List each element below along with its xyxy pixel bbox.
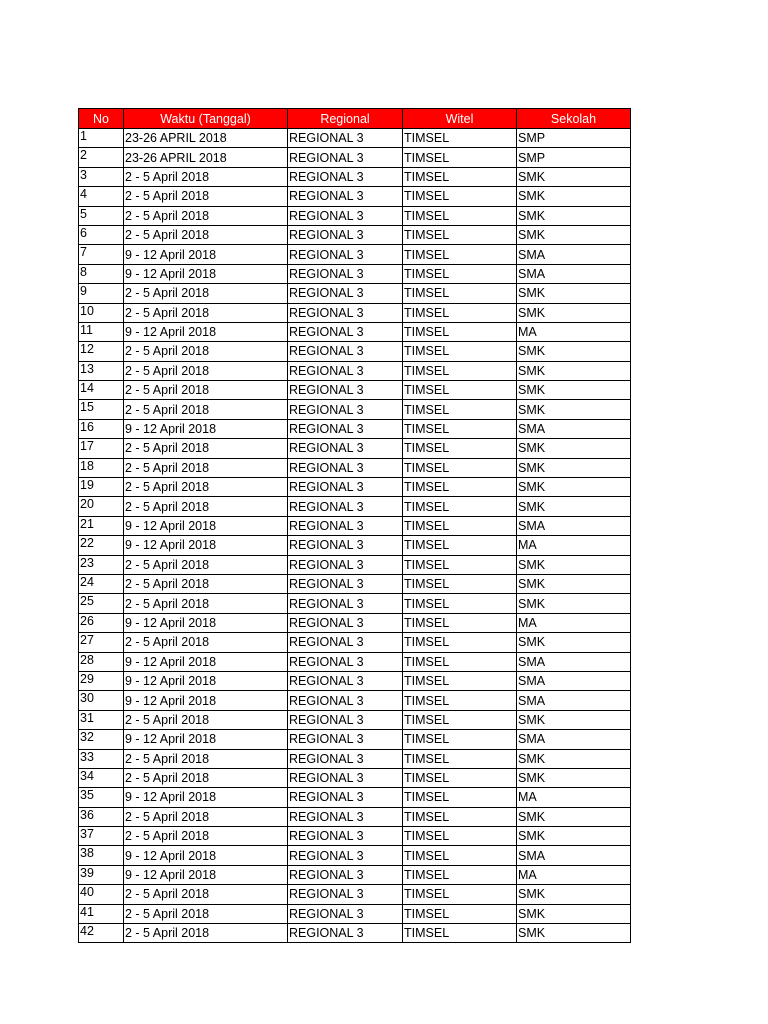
table-row (79, 148, 631, 167)
cell-waktu: 2 - 5 April 2018 (124, 710, 288, 729)
cell-sekolah: SMP (517, 129, 631, 148)
table-row (79, 516, 631, 535)
cell-witel: TIMSEL (403, 788, 517, 807)
cell-witel: TIMSEL (403, 807, 517, 826)
cell-waktu: 9 - 12 April 2018 (124, 419, 288, 438)
cell-waktu: 2 - 5 April 2018 (124, 924, 288, 943)
cell-witel: TIMSEL (403, 284, 517, 303)
cell-witel: TIMSEL (403, 633, 517, 652)
cell-witel: TIMSEL (403, 594, 517, 613)
cell-sekolah: SMK (517, 458, 631, 477)
table-row (79, 225, 631, 244)
table-row (79, 458, 631, 477)
cell-waktu: 9 - 12 April 2018 (124, 730, 288, 749)
cell-regional: REGIONAL 3 (288, 419, 403, 438)
cell-waktu: 23-26 APRIL 2018 (124, 148, 288, 167)
table-row (79, 807, 631, 826)
cell-regional: REGIONAL 3 (288, 768, 403, 787)
cell-no: 25 (79, 594, 124, 613)
cell-sekolah: SMK (517, 381, 631, 400)
cell-regional: REGIONAL 3 (288, 439, 403, 458)
cell-regional: REGIONAL 3 (288, 904, 403, 923)
cell-regional: REGIONAL 3 (288, 846, 403, 865)
cell-waktu: 23-26 APRIL 2018 (124, 129, 288, 148)
cell-no: 12 (79, 342, 124, 361)
cell-witel: TIMSEL (403, 361, 517, 380)
cell-sekolah: MA (517, 865, 631, 884)
cell-regional: REGIONAL 3 (288, 400, 403, 419)
cell-witel: TIMSEL (403, 671, 517, 690)
cell-witel: TIMSEL (403, 730, 517, 749)
cell-no: 34 (79, 768, 124, 787)
cell-regional: REGIONAL 3 (288, 536, 403, 555)
cell-no: 7 (79, 245, 124, 264)
cell-no: 10 (79, 303, 124, 322)
cell-witel: TIMSEL (403, 536, 517, 555)
cell-regional: REGIONAL 3 (288, 691, 403, 710)
cell-no: 40 (79, 885, 124, 904)
cell-no: 9 (79, 284, 124, 303)
cell-no: 26 (79, 613, 124, 632)
header-witel: Witel (403, 109, 517, 129)
table-row (79, 419, 631, 438)
cell-waktu: 2 - 5 April 2018 (124, 807, 288, 826)
cell-sekolah: SMK (517, 904, 631, 923)
table-row (79, 574, 631, 593)
cell-regional: REGIONAL 3 (288, 458, 403, 477)
table-row (79, 187, 631, 206)
cell-regional: REGIONAL 3 (288, 284, 403, 303)
cell-no: 8 (79, 264, 124, 283)
cell-waktu: 9 - 12 April 2018 (124, 245, 288, 264)
table-row (79, 555, 631, 574)
table-row (79, 497, 631, 516)
table-row (79, 788, 631, 807)
cell-regional: REGIONAL 3 (288, 749, 403, 768)
table-body (79, 129, 631, 943)
cell-witel: TIMSEL (403, 322, 517, 341)
cell-no: 19 (79, 478, 124, 497)
cell-no: 30 (79, 691, 124, 710)
cell-sekolah: SMK (517, 167, 631, 186)
cell-sekolah: SMK (517, 768, 631, 787)
cell-waktu: 2 - 5 April 2018 (124, 633, 288, 652)
cell-sekolah: SMK (517, 574, 631, 593)
cell-waktu: 2 - 5 April 2018 (124, 904, 288, 923)
cell-regional: REGIONAL 3 (288, 885, 403, 904)
cell-sekolah: SMK (517, 555, 631, 574)
cell-witel: TIMSEL (403, 439, 517, 458)
cell-witel: TIMSEL (403, 148, 517, 167)
cell-witel: TIMSEL (403, 400, 517, 419)
cell-witel: TIMSEL (403, 924, 517, 943)
table-row (79, 303, 631, 322)
table-row (79, 594, 631, 613)
cell-regional: REGIONAL 3 (288, 827, 403, 846)
cell-waktu: 2 - 5 April 2018 (124, 574, 288, 593)
cell-no: 21 (79, 516, 124, 535)
table-row (79, 245, 631, 264)
cell-waktu: 2 - 5 April 2018 (124, 225, 288, 244)
table-row (79, 768, 631, 787)
cell-no: 13 (79, 361, 124, 380)
cell-witel: TIMSEL (403, 497, 517, 516)
cell-waktu: 2 - 5 April 2018 (124, 555, 288, 574)
table-row (79, 710, 631, 729)
cell-no: 5 (79, 206, 124, 225)
table-row (79, 361, 631, 380)
table-row (79, 691, 631, 710)
cell-regional: REGIONAL 3 (288, 361, 403, 380)
cell-sekolah: SMK (517, 710, 631, 729)
cell-no: 2 (79, 148, 124, 167)
cell-regional: REGIONAL 3 (288, 322, 403, 341)
table-row (79, 865, 631, 884)
cell-witel: TIMSEL (403, 245, 517, 264)
cell-waktu: 2 - 5 April 2018 (124, 749, 288, 768)
cell-witel: TIMSEL (403, 478, 517, 497)
cell-regional: REGIONAL 3 (288, 555, 403, 574)
cell-sekolah: SMA (517, 264, 631, 283)
cell-no: 1 (79, 129, 124, 148)
cell-witel: TIMSEL (403, 381, 517, 400)
cell-witel: TIMSEL (403, 303, 517, 322)
cell-sekolah: SMA (517, 245, 631, 264)
cell-waktu: 2 - 5 April 2018 (124, 167, 288, 186)
cell-regional: REGIONAL 3 (288, 264, 403, 283)
cell-waktu: 2 - 5 April 2018 (124, 206, 288, 225)
cell-sekolah: SMK (517, 594, 631, 613)
cell-regional: REGIONAL 3 (288, 516, 403, 535)
cell-waktu: 9 - 12 April 2018 (124, 322, 288, 341)
cell-no: 36 (79, 807, 124, 826)
cell-waktu: 2 - 5 April 2018 (124, 342, 288, 361)
cell-witel: TIMSEL (403, 846, 517, 865)
cell-no: 11 (79, 322, 124, 341)
table-row (79, 129, 631, 148)
cell-no: 18 (79, 458, 124, 477)
cell-sekolah: MA (517, 613, 631, 632)
cell-regional: REGIONAL 3 (288, 594, 403, 613)
cell-waktu: 9 - 12 April 2018 (124, 264, 288, 283)
cell-regional: REGIONAL 3 (288, 381, 403, 400)
cell-sekolah: SMK (517, 633, 631, 652)
cell-witel: TIMSEL (403, 613, 517, 632)
cell-regional: REGIONAL 3 (288, 187, 403, 206)
table-row (79, 613, 631, 632)
cell-sekolah: SMK (517, 885, 631, 904)
table-row (79, 381, 631, 400)
cell-sekolah: SMK (517, 284, 631, 303)
table-row (79, 342, 631, 361)
header-row (79, 109, 631, 129)
cell-sekolah: SMA (517, 846, 631, 865)
cell-witel: TIMSEL (403, 167, 517, 186)
cell-witel: TIMSEL (403, 768, 517, 787)
table-row (79, 400, 631, 419)
cell-sekolah: SMK (517, 439, 631, 458)
cell-no: 41 (79, 904, 124, 923)
cell-regional: REGIONAL 3 (288, 129, 403, 148)
cell-no: 27 (79, 633, 124, 652)
cell-regional: REGIONAL 3 (288, 167, 403, 186)
cell-waktu: 2 - 5 April 2018 (124, 458, 288, 477)
cell-witel: TIMSEL (403, 710, 517, 729)
table-row (79, 924, 631, 943)
cell-waktu: 2 - 5 April 2018 (124, 827, 288, 846)
cell-waktu: 2 - 5 April 2018 (124, 303, 288, 322)
cell-sekolah: SMA (517, 691, 631, 710)
cell-no: 31 (79, 710, 124, 729)
table-row (79, 633, 631, 652)
cell-regional: REGIONAL 3 (288, 497, 403, 516)
table-row (79, 536, 631, 555)
cell-no: 15 (79, 400, 124, 419)
cell-sekolah: SMK (517, 497, 631, 516)
cell-regional: REGIONAL 3 (288, 671, 403, 690)
cell-regional: REGIONAL 3 (288, 710, 403, 729)
cell-sekolah: SMA (517, 516, 631, 535)
cell-sekolah: SMK (517, 807, 631, 826)
cell-no: 29 (79, 671, 124, 690)
table-row (79, 846, 631, 865)
cell-witel: TIMSEL (403, 691, 517, 710)
header-regional: Regional (288, 109, 403, 129)
cell-waktu: 2 - 5 April 2018 (124, 478, 288, 497)
cell-no: 37 (79, 827, 124, 846)
table-row (79, 749, 631, 768)
cell-regional: REGIONAL 3 (288, 303, 403, 322)
school-schedule-table (78, 108, 631, 943)
cell-regional: REGIONAL 3 (288, 652, 403, 671)
cell-witel: TIMSEL (403, 555, 517, 574)
cell-waktu: 9 - 12 April 2018 (124, 846, 288, 865)
cell-no: 23 (79, 555, 124, 574)
cell-no: 14 (79, 381, 124, 400)
cell-no: 32 (79, 730, 124, 749)
cell-regional: REGIONAL 3 (288, 574, 403, 593)
cell-regional: REGIONAL 3 (288, 148, 403, 167)
cell-waktu: 9 - 12 April 2018 (124, 613, 288, 632)
cell-sekolah: SMA (517, 671, 631, 690)
cell-no: 38 (79, 846, 124, 865)
cell-sekolah: SMK (517, 749, 631, 768)
cell-no: 33 (79, 749, 124, 768)
cell-sekolah: SMK (517, 400, 631, 419)
cell-waktu: 9 - 12 April 2018 (124, 652, 288, 671)
cell-waktu: 9 - 12 April 2018 (124, 671, 288, 690)
cell-sekolah: SMK (517, 361, 631, 380)
cell-sekolah: SMK (517, 342, 631, 361)
cell-witel: TIMSEL (403, 264, 517, 283)
cell-sekolah: SMK (517, 924, 631, 943)
cell-regional: REGIONAL 3 (288, 613, 403, 632)
cell-no: 6 (79, 225, 124, 244)
cell-waktu: 2 - 5 April 2018 (124, 381, 288, 400)
table-row (79, 206, 631, 225)
cell-sekolah: SMK (517, 187, 631, 206)
table-row (79, 730, 631, 749)
cell-regional: REGIONAL 3 (288, 225, 403, 244)
cell-witel: TIMSEL (403, 827, 517, 846)
header-sekolah: Sekolah (517, 109, 631, 129)
cell-sekolah: SMA (517, 730, 631, 749)
cell-waktu: 2 - 5 April 2018 (124, 885, 288, 904)
table-row (79, 284, 631, 303)
cell-waktu: 9 - 12 April 2018 (124, 788, 288, 807)
cell-regional: REGIONAL 3 (288, 245, 403, 264)
cell-regional: REGIONAL 3 (288, 633, 403, 652)
cell-regional: REGIONAL 3 (288, 807, 403, 826)
cell-no: 24 (79, 574, 124, 593)
cell-no: 20 (79, 497, 124, 516)
cell-no: 17 (79, 439, 124, 458)
table-row (79, 652, 631, 671)
cell-no: 35 (79, 788, 124, 807)
table-row (79, 264, 631, 283)
table-row (79, 167, 631, 186)
cell-waktu: 9 - 12 April 2018 (124, 691, 288, 710)
table-row (79, 904, 631, 923)
cell-sekolah: SMK (517, 827, 631, 846)
table-row (79, 827, 631, 846)
cell-regional: REGIONAL 3 (288, 730, 403, 749)
cell-no: 28 (79, 652, 124, 671)
cell-witel: TIMSEL (403, 904, 517, 923)
cell-sekolah: SMA (517, 652, 631, 671)
cell-sekolah: SMK (517, 206, 631, 225)
cell-regional: REGIONAL 3 (288, 788, 403, 807)
cell-waktu: 9 - 12 April 2018 (124, 536, 288, 555)
cell-regional: REGIONAL 3 (288, 342, 403, 361)
cell-no: 3 (79, 167, 124, 186)
cell-witel: TIMSEL (403, 516, 517, 535)
cell-witel: TIMSEL (403, 225, 517, 244)
cell-witel: TIMSEL (403, 865, 517, 884)
cell-waktu: 9 - 12 April 2018 (124, 516, 288, 535)
cell-witel: TIMSEL (403, 885, 517, 904)
cell-waktu: 2 - 5 April 2018 (124, 497, 288, 516)
cell-waktu: 2 - 5 April 2018 (124, 361, 288, 380)
table-row (79, 671, 631, 690)
cell-witel: TIMSEL (403, 129, 517, 148)
cell-waktu: 2 - 5 April 2018 (124, 400, 288, 419)
cell-no: 42 (79, 924, 124, 943)
cell-witel: TIMSEL (403, 187, 517, 206)
cell-waktu: 9 - 12 April 2018 (124, 865, 288, 884)
cell-sekolah: MA (517, 322, 631, 341)
cell-sekolah: MA (517, 536, 631, 555)
cell-sekolah: MA (517, 788, 631, 807)
cell-regional: REGIONAL 3 (288, 865, 403, 884)
table-row (79, 885, 631, 904)
header-waktu: Waktu (Tanggal) (124, 109, 288, 129)
cell-no: 16 (79, 419, 124, 438)
cell-waktu: 2 - 5 April 2018 (124, 768, 288, 787)
cell-witel: TIMSEL (403, 749, 517, 768)
cell-waktu: 2 - 5 April 2018 (124, 187, 288, 206)
cell-no: 4 (79, 187, 124, 206)
cell-regional: REGIONAL 3 (288, 478, 403, 497)
table-row (79, 478, 631, 497)
cell-sekolah: SMK (517, 478, 631, 497)
cell-waktu: 2 - 5 April 2018 (124, 594, 288, 613)
cell-waktu: 2 - 5 April 2018 (124, 439, 288, 458)
cell-witel: TIMSEL (403, 574, 517, 593)
cell-witel: TIMSEL (403, 419, 517, 438)
cell-witel: TIMSEL (403, 652, 517, 671)
cell-no: 39 (79, 865, 124, 884)
cell-witel: TIMSEL (403, 342, 517, 361)
cell-sekolah: SMA (517, 419, 631, 438)
cell-sekolah: SMK (517, 225, 631, 244)
table-row (79, 439, 631, 458)
cell-sekolah: SMK (517, 303, 631, 322)
cell-no: 22 (79, 536, 124, 555)
table-row (79, 322, 631, 341)
cell-regional: REGIONAL 3 (288, 924, 403, 943)
table-header (79, 109, 631, 129)
cell-witel: TIMSEL (403, 458, 517, 477)
cell-regional: REGIONAL 3 (288, 206, 403, 225)
cell-sekolah: SMP (517, 148, 631, 167)
cell-witel: TIMSEL (403, 206, 517, 225)
header-no: No (79, 109, 124, 129)
cell-waktu: 2 - 5 April 2018 (124, 284, 288, 303)
